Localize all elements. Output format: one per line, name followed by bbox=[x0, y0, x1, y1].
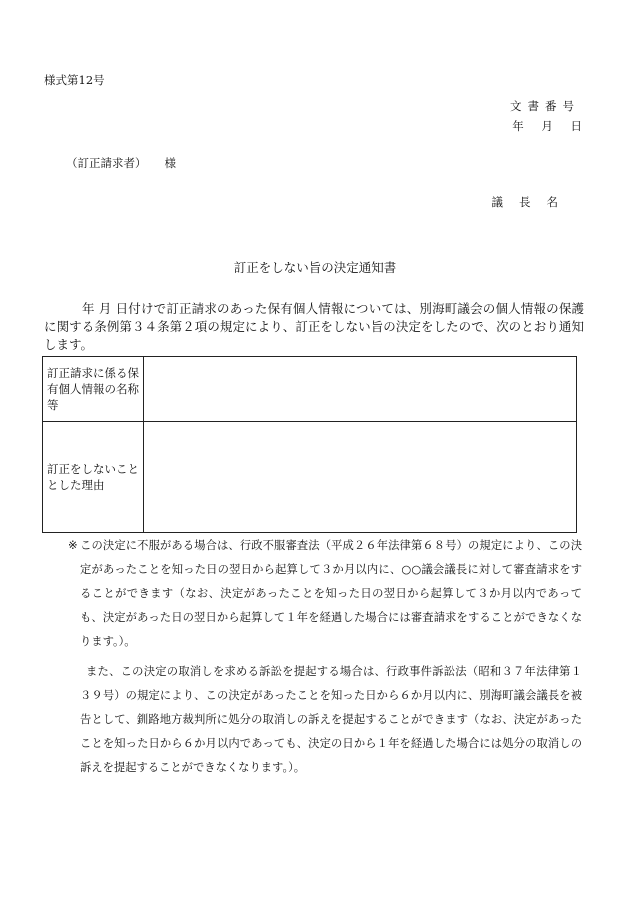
recipient-name: （訂正請求者） bbox=[66, 156, 147, 170]
body-paragraph: 年 月 日付けで訂正請求のあった保有個人情報については、別海町議会の個人情報の保護に関する条例第３４条第２項の規定により、訂正をしない旨の決定をしたので、次のとおり通知します。 bbox=[44, 301, 584, 352]
row1-value bbox=[144, 357, 577, 422]
row1-label: 訂正請求に係る保有個人情報の名称等 bbox=[43, 357, 144, 422]
document-title: 訂正をしない旨の決定通知書 bbox=[233, 260, 397, 275]
document-number: 文書番号 bbox=[510, 99, 580, 113]
note-appeal-text: この決定に不服がある場合は、行政不服審査法（平成２６年法律第６８号）の規定により、この決定があったことを知った日の翌日から起算して３か月以内に、○○議会議長に対して審査請求をすることができます（なお、決定があったことを知った日の翌日から起算して３か月以内であっても、決定があった日の翌日から起算して１年を経過した場合には審査請求をすることができなくなります。）。 bbox=[80, 539, 582, 648]
row2-label: 訂正をしないこととした理由 bbox=[43, 422, 144, 533]
table-row bbox=[43, 422, 577, 533]
sender-name: 議長名 bbox=[491, 195, 574, 209]
note-mark: ※ bbox=[68, 539, 78, 552]
note-lawsuit: また、この決定の取消しを求める訴訟を提起する場合は、行政事件訴訟法（昭和３７年法律第１３９号）の規定により、この決定があったことを知った日から６か月以内に、別海町議会議長を被告として、釧路地方裁判所に処分の取消しの訴えを提起することができます（なお、決定があったことを知った日から６か月以内であっても、決定の日から１年を経過した場合には処分の取消しの訴えを提起することができなくなります。）。 bbox=[80, 665, 582, 774]
row2-value bbox=[144, 422, 577, 533]
recipient-suffix: 様 bbox=[164, 156, 176, 170]
document-date: 年 月 日 bbox=[512, 119, 582, 133]
notes-section bbox=[68, 534, 582, 780]
information-table bbox=[42, 356, 577, 533]
table-row bbox=[43, 357, 577, 422]
form-number: 様式第12号 bbox=[44, 73, 105, 87]
note-appeal bbox=[68, 534, 582, 654]
recipient-line bbox=[66, 155, 176, 171]
